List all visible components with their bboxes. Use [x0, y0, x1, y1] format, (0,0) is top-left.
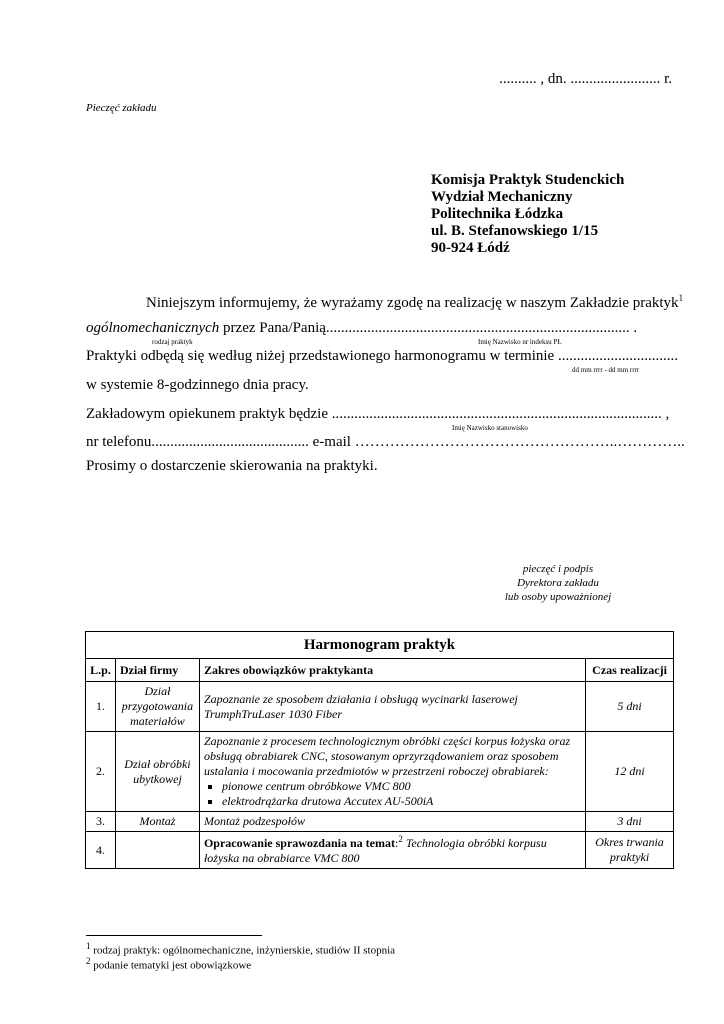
- recipient-address: [431, 172, 624, 257]
- paragraph-consent: Niniejszym informujemy, że wyrażamy zgodę na realizację w naszym Zakładzie praktyk$^1$: [146, 293, 684, 311]
- hint-student-name: Imię Nazwisko nr indeksu PŁ: [478, 338, 562, 346]
- address-line-1: Komisja Praktyk Studenckich: [431, 172, 625, 188]
- footnote-2: $^2$ podanie tematyki jest obowiązkowe: [86, 956, 252, 972]
- paragraph-contact: nr telefonu.......................................... e-mail ……………………………………………..…………..: [86, 434, 685, 450]
- signature-block: pieczęć i podpis Dyrektora zakładu lub osoby upoważnionej: [504, 563, 612, 603]
- paragraph-request: Prosimy o dostarczenie skierowania na praktyki.: [86, 458, 378, 474]
- address-line-2: Wydział Mechaniczny: [431, 189, 573, 205]
- address-line-5: 90-924 Łódź: [431, 240, 510, 256]
- duties-cell: Zapoznanie z procesem technologicznym obróbki części korpus łożyska oraz obsługą obrabiarek CNC, stosowanym oprzyrządowaniem oraz sposobem ustalania i mocowania przedmiotów w przestrzeni roboczej obrabiarek: ▪ pionowe centrum obróbkowe VMC 800 ▪ elektrodrążarka drutowa Accutex AU-500iA: [199, 732, 585, 812]
- paragraph-practice-type: ogólnomechanicznych przez Pana/Panią................................................................................. .: [86, 320, 638, 336]
- hint-practice-type: rodzaj praktyk: [152, 338, 193, 346]
- schedule-table-title: Harmonogram praktyk: [86, 632, 674, 659]
- paragraph-supervisor: Zakładowym opiekunem praktyk będzie ........................................................................................ ,: [86, 406, 670, 422]
- date-line: .......... , dn. ........................ r.: [499, 71, 672, 87]
- footnote-ref-1: 1: [678, 293, 684, 303]
- footnote-1: $^1$ rodzaj praktyk: ogólnomechaniczne, inżynierskie, studiów II stopnia: [86, 941, 396, 957]
- schedule-table: [85, 631, 674, 869]
- table-row: 3. Montaż Montaż podzespołów 3 dni: [86, 812, 674, 832]
- hint-date-range: dd mm rrrr - dd mm rrrr: [572, 366, 640, 374]
- footnote-ref-2: 2: [398, 834, 403, 844]
- company-stamp-label: Pieczęć zakładu: [86, 102, 157, 114]
- practice-type-value: ogólnomechanicznych: [86, 320, 220, 336]
- header-duration: Czas realizacji: [586, 659, 674, 682]
- table-row: 1. Dział przygotowania materiałów Zapoznanie ze sposobem działania i obsługą wycinarki laserowej TrumphTruLaser 1030 Fiber 5 dni: [86, 682, 674, 732]
- list-item: ▪ elektrodrążarka drutowa Accutex AU-500iA: [222, 794, 581, 809]
- paragraph-work-system: w systemie 8-godzinnego dnia pracy.: [86, 377, 309, 393]
- address-line-3: Politechnika Łódzka: [431, 206, 564, 222]
- header-lp: L.p.: [86, 659, 116, 682]
- paragraph-schedule: Praktyki odbędą się według niżej przedstawionego harmonogramu w terminie ................................: [86, 348, 678, 364]
- hint-supervisor: Imię Nazwisko stanowisko: [452, 424, 528, 432]
- list-item: ▪ pionowe centrum obróbkowe VMC 800: [222, 779, 581, 794]
- footnote-divider: [86, 935, 262, 936]
- table-row: 2. Dział obróbki ubytkowej Zapoznanie z procesem technologicznym obróbki części korpus łożyska oraz obsługą obrabiarek CNC, stosowanym oprzyrządowaniem oraz sposobem ustalania i mocowania przedmiotów w przestrzeni roboczej obrabiarek: ▪ pionowe centrum obróbkowe VMC 800 ▪ elektrodrążarka drutowa Accutex AU-500iA 12 dni: [86, 732, 674, 812]
- table-row: 4. Opracowanie sprawozdania na temat:$^2$ Technologia obróbki korpusu łożyska na obrabiarce VMC 800 Okres trwania praktyki: [86, 832, 674, 869]
- header-department: Dział firmy: [115, 659, 199, 682]
- header-duties: Zakres obowiązków praktykanta: [199, 659, 585, 682]
- address-line-4: ul. B. Stefanowskiego 1/15: [431, 223, 599, 239]
- report-topic-cell: Opracowanie sprawozdania na temat:$^2$ Technologia obróbki korpusu łożyska na obrabiarce VMC 800: [199, 832, 585, 869]
